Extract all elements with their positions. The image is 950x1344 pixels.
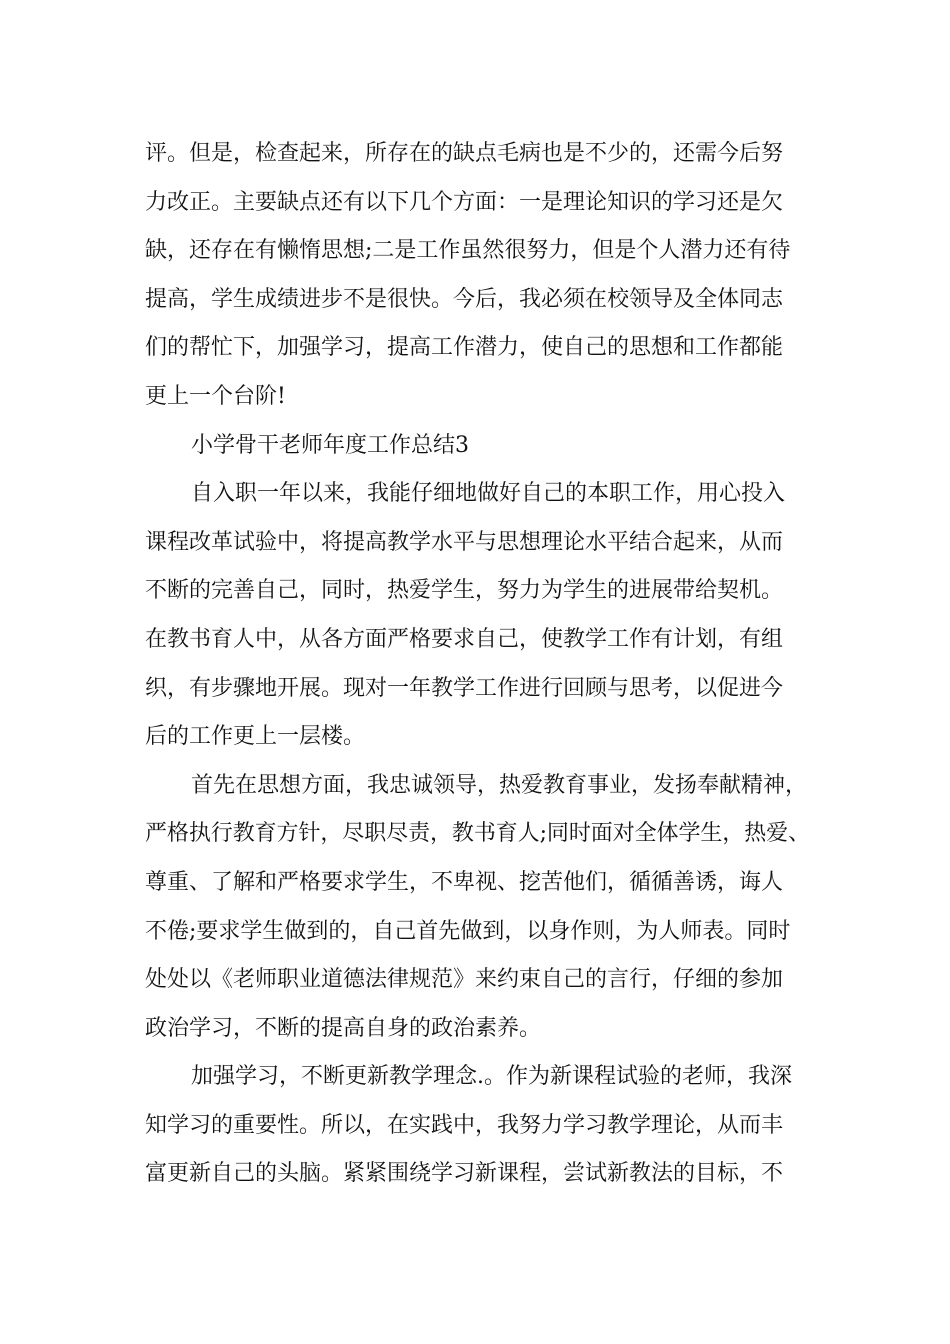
text-line: 在教书育人中，从各方面严格要求自己，使教学工作有计划，有组 [145,626,784,652]
text-line: 课程改革试验中，将提高教学水平与思想理论水平结合起来，从而 [145,529,784,555]
text-line: 力改正。主要缺点还有以下几个方面：一是理论知识的学习还是欠 [145,189,784,215]
text-line: 织，有步骤地开展。现对一年教学工作进行回顾与思考，以促进今 [145,675,784,701]
text-line: 不倦;要求学生做到的，自己首先做到，以身作则，为人师表。同时 [145,918,791,944]
text-line: 缺，还存在有懒惰思想;二是工作虽然很努力，但是个人潜力还有待 [145,238,791,264]
text-line: 政治学习，不断的提高自身的政治素养。 [145,1015,542,1041]
text-line: 更上一个台阶! [145,383,286,409]
text-line: 不断的完善自己，同时，热爱学生，努力为学生的进展带给契机。 [145,578,784,604]
text-line: 知学习的重要性。所以，在实践中，我努力学习教学理论，从而丰 [145,1112,784,1138]
text-line: 富更新自己的头脑。紧紧围绕学习新课程，尝试新教法的目标，不 [145,1161,784,1187]
text-line: 们的帮忙下，加强学习，提高工作潜力，使自己的思想和工作都能 [145,335,784,361]
section-heading: 小学骨干老师年度工作总结3 [191,432,469,458]
text-line: 尊重、了解和严格要求学生，不卑视、挖苦他们，循循善诱，诲人 [145,869,784,895]
text-line: 后的工作更上一层楼。 [145,724,366,750]
text-line: 处处以《老师职业道德法律规范》来约束自己的言行，仔细的参加 [145,967,784,993]
text-line: 严格执行教育方针，尽职尽责，教书育人;同时面对全体学生，热爱、 [145,821,810,847]
text-line: 自入职一年以来，我能仔细地做好自己的本职工作，用心投入 [191,481,786,507]
text-line: 首先在思想方面，我忠诚领导，热爱教育事业，发扬奉献精神， [191,772,808,798]
body-text [145,130,810,1199]
text-line: 评。但是，检查起来，所存在的缺点毛病也是不少的，还需今后努 [145,141,784,166]
text-line: 提高，学生成绩进步不是很快。今后，我必须在校领导及全体同志 [145,286,784,312]
text-line: 加强学习，不断更新教学理念.。作为新课程试验的老师，我深 [191,1064,792,1090]
